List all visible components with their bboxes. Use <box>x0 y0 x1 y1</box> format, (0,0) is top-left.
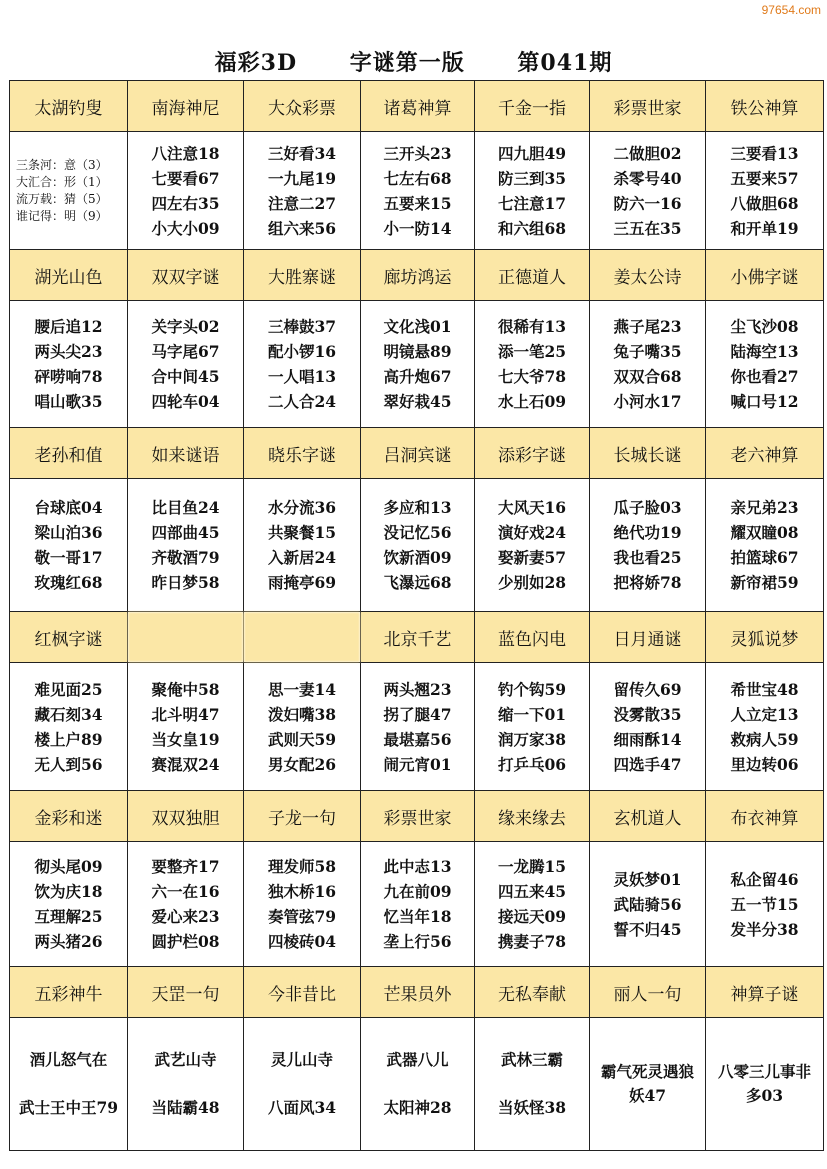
column-header: 彩票世家 <box>590 81 706 132</box>
riddle-cell <box>244 479 361 612</box>
riddle-line: 添一笔25 <box>497 342 567 361</box>
spacer <box>475 1072 589 1096</box>
column-header: 日月通谜 <box>590 612 706 663</box>
riddle-line: 打乒乓06 <box>497 754 567 774</box>
riddle-line: 小一防14 <box>383 218 452 238</box>
title-lottery: 福彩3D <box>214 50 298 76</box>
riddle-cell <box>128 663 244 791</box>
riddle-line: 一龙腾15 <box>497 857 567 876</box>
column-header: 小佛字谜 <box>706 250 824 301</box>
riddle-line: 三要看13 <box>730 143 799 163</box>
riddle-line: 思一妻14 <box>267 679 337 699</box>
riddle-line: 新帘裙59 <box>730 573 799 592</box>
riddle-line: 少别如28 <box>497 573 567 592</box>
riddle-line: 二人合24 <box>267 392 337 411</box>
riddle-line: 两头尖23 <box>34 342 103 361</box>
riddle-line: 我也看25 <box>613 548 682 567</box>
riddle-line: 四选手47 <box>613 754 682 774</box>
riddle-line: 昨日梦58 <box>151 573 220 592</box>
riddle-cell <box>590 479 706 612</box>
riddle-cell <box>10 301 128 428</box>
riddle-line: 三好看34 <box>267 143 337 163</box>
column-header: 缘来缘去 <box>475 791 590 842</box>
column-header: 五彩神牛 <box>10 967 128 1018</box>
riddle-line: 小大小09 <box>151 218 220 238</box>
riddle-cell <box>590 301 706 428</box>
riddle-line: 六一在16 <box>151 882 220 901</box>
riddle-line: 把将娇78 <box>613 573 682 592</box>
riddle-row <box>10 479 824 612</box>
riddle-line: 人立定13 <box>730 704 799 724</box>
column-header: 老六神算 <box>706 428 824 479</box>
header-row <box>10 967 824 1018</box>
riddle-cell <box>128 479 244 612</box>
riddle-line: 藏石刻34 <box>34 704 103 724</box>
riddle-cell <box>244 132 361 250</box>
riddle-line: 大汇合：形（1） <box>16 174 108 189</box>
riddle-line: 理发师58 <box>267 857 337 876</box>
riddle-line: 彻头尾09 <box>34 857 103 876</box>
riddle-line: 翠好栽45 <box>383 392 452 411</box>
riddle-line: 霸气死灵遇狼 <box>600 1062 694 1081</box>
riddle-cell <box>590 842 706 967</box>
riddle-cell <box>475 1018 590 1151</box>
riddle-line: 两头猪26 <box>34 932 103 951</box>
riddle-line: 武器八儿 <box>386 1050 449 1069</box>
riddle-line: 一九尾19 <box>267 168 337 188</box>
riddle-line: 爱心来23 <box>151 907 220 926</box>
column-header: 今非昔比 <box>244 967 361 1018</box>
riddle-line: 三棒鼓37 <box>267 317 337 336</box>
riddle-line: 救病人59 <box>730 729 799 749</box>
riddle-line: 明镜悬89 <box>383 342 452 361</box>
column-header: 姜太公诗 <box>590 250 706 301</box>
riddle-line: 和开单19 <box>730 218 799 238</box>
riddle-row <box>10 132 824 250</box>
riddle-cell <box>244 301 361 428</box>
riddle-line: 拐了腿47 <box>383 704 452 724</box>
riddle-cell <box>10 132 128 250</box>
riddle-line: 和六组68 <box>497 218 567 238</box>
column-header: 老孙和值 <box>10 428 128 479</box>
riddle-cell <box>590 663 706 791</box>
riddle-line: 闹元宵01 <box>383 754 452 774</box>
riddle-cell <box>706 663 824 791</box>
column-header <box>244 612 361 663</box>
riddle-cell <box>361 132 475 250</box>
riddle-cell <box>361 842 475 967</box>
header-row <box>10 791 824 842</box>
riddle-line: 武则天59 <box>267 729 337 749</box>
riddle-row <box>10 1018 824 1151</box>
column-header: 诸葛神算 <box>361 81 475 132</box>
riddle-line: 五一节15 <box>730 894 799 914</box>
riddle-cell <box>10 663 128 791</box>
column-header: 大胜寨谜 <box>244 250 361 301</box>
riddle-line: 关字头02 <box>151 317 220 336</box>
riddle-cell <box>128 301 244 428</box>
riddle-line: 演好戏24 <box>497 523 567 542</box>
riddle-line: 四部曲45 <box>151 523 220 542</box>
riddle-line: 没记忆56 <box>383 523 452 542</box>
riddle-line: 难见面25 <box>34 679 103 699</box>
riddle-line: 妖47 <box>628 1086 667 1105</box>
riddle-line: 太阳神28 <box>383 1098 452 1117</box>
column-header: 晓乐字谜 <box>244 428 361 479</box>
riddle-line: 谁记得：明（9） <box>16 208 108 223</box>
riddle-line: 合中间45 <box>151 367 220 386</box>
riddle-line: 一人唱13 <box>267 367 337 386</box>
riddle-line: 没雾散35 <box>613 704 682 724</box>
riddle-line: 齐敬酒79 <box>151 548 220 567</box>
riddle-line: 防六一16 <box>613 193 682 213</box>
header-row <box>10 250 824 301</box>
riddle-cell <box>244 1018 361 1151</box>
riddle-line: 泼妇嘴38 <box>267 704 337 724</box>
column-header: 千金一指 <box>475 81 590 132</box>
riddle-line: 润万家38 <box>497 729 567 749</box>
riddle-line: 陆海空13 <box>730 342 799 361</box>
riddle-line: 楼上户89 <box>34 729 103 749</box>
riddle-line: 双双合68 <box>613 367 682 386</box>
header-row <box>10 612 824 663</box>
riddle-line: 喊口号12 <box>730 392 799 411</box>
column-header: 长城长谜 <box>590 428 706 479</box>
spacer <box>361 1072 474 1096</box>
riddle-line: 多03 <box>745 1086 784 1105</box>
riddle-cell <box>590 1018 706 1151</box>
riddle-line: 兔子嘴35 <box>613 342 682 361</box>
riddle-line: 垄上行56 <box>383 932 452 951</box>
riddle-line: 忆当年18 <box>383 907 452 926</box>
column-header: 双双字谜 <box>128 250 244 301</box>
column-header: 大众彩票 <box>244 81 361 132</box>
riddle-line: 要整齐17 <box>151 857 220 876</box>
column-header: 彩票世家 <box>361 791 475 842</box>
riddle-line: 里边转06 <box>730 754 799 774</box>
riddle-table <box>9 80 824 1151</box>
riddle-line: 希世宝48 <box>730 679 799 699</box>
riddle-line: 玫瑰红68 <box>34 573 103 592</box>
column-header: 廊坊鸿运 <box>361 250 475 301</box>
spacer <box>128 1072 243 1096</box>
riddle-line: 当陆霸48 <box>151 1098 220 1117</box>
riddle-line: 杀零号40 <box>613 168 682 188</box>
riddle-line: 留传久69 <box>613 679 682 699</box>
riddle-line: 发半分38 <box>730 919 799 939</box>
column-header: 吕洞宾谜 <box>361 428 475 479</box>
column-header: 布衣神算 <box>706 791 824 842</box>
title-issue: 第041期 <box>517 50 613 76</box>
column-header: 红枫字谜 <box>10 612 128 663</box>
riddle-line: 八注意18 <box>151 143 220 163</box>
riddle-line: 四棱砖04 <box>267 932 337 951</box>
riddle-line: 雨掩亭69 <box>267 573 337 592</box>
riddle-line: 亲兄弟23 <box>730 498 799 517</box>
riddle-line: 尘飞沙08 <box>730 317 799 336</box>
riddle-line: 大风天16 <box>497 498 567 517</box>
spacer <box>10 1072 127 1096</box>
riddle-cell <box>590 132 706 250</box>
riddle-line: 四五来45 <box>497 882 567 901</box>
riddle-line: 组六来56 <box>267 218 337 238</box>
riddle-cell <box>475 842 590 967</box>
riddle-line: 聚俺中58 <box>151 679 220 699</box>
riddle-line: 当女皇19 <box>151 729 220 749</box>
riddle-line: 水上石09 <box>497 392 567 411</box>
column-header: 神算子谜 <box>706 967 824 1018</box>
riddle-line: 奏管弦79 <box>267 907 337 926</box>
riddle-cell <box>706 132 824 250</box>
column-header: 双双独胆 <box>128 791 244 842</box>
riddle-row <box>10 663 824 791</box>
riddle-line: 独木桥16 <box>267 882 337 901</box>
riddle-cell <box>475 132 590 250</box>
column-header: 无私奉献 <box>475 967 590 1018</box>
title-name: 字谜第一版 <box>349 50 465 76</box>
riddle-line: 注意二27 <box>267 193 337 213</box>
riddle-line: 当妖怪38 <box>497 1098 567 1117</box>
riddle-line: 最堪嘉56 <box>383 729 452 749</box>
riddle-line: 小河水17 <box>613 392 682 411</box>
riddle-cell <box>361 663 475 791</box>
riddle-line: 无人到56 <box>34 754 103 774</box>
riddle-line: 钓个钩59 <box>497 679 567 699</box>
riddle-line: 二做胆02 <box>613 143 682 163</box>
riddle-cell <box>475 479 590 612</box>
riddle-cell <box>475 663 590 791</box>
riddle-line: 共聚餐15 <box>267 523 337 542</box>
site-watermark: 97654.com <box>761 3 821 17</box>
riddle-cell <box>244 663 361 791</box>
riddle-line: 赛混双24 <box>151 754 220 774</box>
riddle-line: 圆护栏08 <box>151 932 220 951</box>
riddle-line: 饮为庆18 <box>34 882 103 901</box>
column-header: 北京千艺 <box>361 612 475 663</box>
riddle-line: 娶新妻57 <box>497 548 567 567</box>
riddle-line: 九在前09 <box>383 882 452 901</box>
riddle-line: 砰唠响78 <box>34 367 103 386</box>
riddle-line: 八做胆68 <box>730 193 799 213</box>
riddle-cell <box>475 301 590 428</box>
riddle-line: 细雨酥14 <box>613 729 682 749</box>
riddle-line: 缩一下01 <box>497 704 567 724</box>
riddle-line: 入新居24 <box>267 548 337 567</box>
column-header: 如来谜语 <box>128 428 244 479</box>
riddle-line: 五要来15 <box>383 193 452 213</box>
riddle-line: 私企留46 <box>730 869 799 889</box>
column-header: 芒果员外 <box>361 967 475 1018</box>
column-header: 湖光山色 <box>10 250 128 301</box>
riddle-line: 武艺山寺 <box>154 1050 217 1069</box>
riddle-line: 三五在35 <box>613 218 682 238</box>
riddle-line: 武士王中王79 <box>18 1098 119 1117</box>
column-header: 蓝色闪电 <box>475 612 590 663</box>
riddle-cell <box>10 842 128 967</box>
riddle-row <box>10 842 824 967</box>
riddle-cell <box>706 842 824 967</box>
riddle-line: 三开头23 <box>383 143 452 163</box>
riddle-line: 七注意17 <box>497 193 567 213</box>
column-header: 正德道人 <box>475 250 590 301</box>
riddle-line: 四左右35 <box>151 193 220 213</box>
page-title <box>0 46 827 77</box>
column-header: 铁公神算 <box>706 81 824 132</box>
column-header: 玄机道人 <box>590 791 706 842</box>
column-header: 南海神尼 <box>128 81 244 132</box>
riddle-line: 四轮车04 <box>151 392 220 411</box>
riddle-line: 腰后追12 <box>34 317 103 336</box>
riddle-line: 饮新酒09 <box>383 548 452 567</box>
riddle-line: 防三到35 <box>497 168 567 188</box>
riddle-line: 台球底04 <box>34 498 103 517</box>
riddle-cell <box>128 132 244 250</box>
riddle-row <box>10 301 824 428</box>
column-header: 丽人一句 <box>590 967 706 1018</box>
riddle-line: 文化浅01 <box>383 317 452 336</box>
riddle-line: 梁山泊36 <box>34 523 103 542</box>
riddle-line: 北斗明47 <box>151 704 220 724</box>
header-row <box>10 428 824 479</box>
column-header: 天罡一句 <box>128 967 244 1018</box>
riddle-line: 灵儿山寺 <box>270 1050 333 1069</box>
column-header: 金彩和迷 <box>10 791 128 842</box>
column-header: 添彩字谜 <box>475 428 590 479</box>
riddle-line: 此中志13 <box>383 857 452 876</box>
riddle-line: 绝代功19 <box>613 523 682 542</box>
riddle-line: 武陆骑56 <box>613 894 682 914</box>
riddle-line: 燕子尾23 <box>613 317 682 336</box>
column-header: 子龙一句 <box>244 791 361 842</box>
riddle-cell <box>128 842 244 967</box>
riddle-cell <box>10 479 128 612</box>
riddle-cell <box>361 1018 475 1151</box>
riddle-line: 你也看27 <box>730 367 799 386</box>
riddle-line: 多应和13 <box>383 498 452 517</box>
riddle-line: 互理解25 <box>34 907 103 926</box>
riddle-line: 武林三霸 <box>500 1050 563 1069</box>
riddle-cell <box>361 301 475 428</box>
riddle-line: 流万载：猜（5） <box>16 191 108 206</box>
riddle-cell <box>706 301 824 428</box>
riddle-cell <box>244 842 361 967</box>
riddle-line: 两头翘23 <box>383 679 452 699</box>
riddle-line: 五要来57 <box>730 168 799 188</box>
riddle-cell <box>128 1018 244 1151</box>
header-row <box>10 81 824 132</box>
riddle-line: 马字尾67 <box>151 342 220 361</box>
riddle-line: 四九胆49 <box>497 143 567 163</box>
riddle-line: 三条河：意（3） <box>16 157 108 172</box>
riddle-cell <box>10 1018 128 1151</box>
riddle-line: 拍篮球67 <box>730 548 799 567</box>
riddle-cell <box>361 479 475 612</box>
riddle-line: 八面风34 <box>267 1098 337 1117</box>
riddle-line: 酒儿怒气在 <box>29 1050 108 1069</box>
riddle-line: 瓜子脸03 <box>613 498 682 517</box>
riddle-line: 配小锣16 <box>267 342 337 361</box>
riddle-cell <box>706 479 824 612</box>
column-header: 灵狐说梦 <box>706 612 824 663</box>
riddle-line: 接远天09 <box>497 907 567 926</box>
riddle-line: 敬一哥17 <box>34 548 103 567</box>
riddle-line: 携妻子78 <box>497 932 567 951</box>
riddle-line: 比目鱼24 <box>151 498 220 517</box>
riddle-line: 唱山歌35 <box>34 392 103 411</box>
riddle-line: 男女配26 <box>267 754 337 774</box>
riddle-cell <box>706 1018 824 1151</box>
riddle-line: 很稀有13 <box>497 317 567 336</box>
riddle-line: 高升炮67 <box>383 367 452 386</box>
riddle-line: 七要看67 <box>151 168 220 188</box>
riddle-line: 水分流36 <box>267 498 337 517</box>
riddle-line: 八零三儿事非 <box>717 1062 811 1081</box>
riddle-line: 誓不归45 <box>613 919 682 939</box>
column-header <box>128 612 244 663</box>
riddle-line: 七左右68 <box>383 168 452 188</box>
riddle-line: 耀双瞳08 <box>730 523 799 542</box>
spacer <box>244 1072 360 1096</box>
riddle-line: 灵妖梦01 <box>613 869 682 889</box>
riddle-line: 七大爷78 <box>497 367 567 386</box>
riddle-line: 飞瀑远68 <box>383 573 452 592</box>
column-header: 太湖钓叟 <box>10 81 128 132</box>
